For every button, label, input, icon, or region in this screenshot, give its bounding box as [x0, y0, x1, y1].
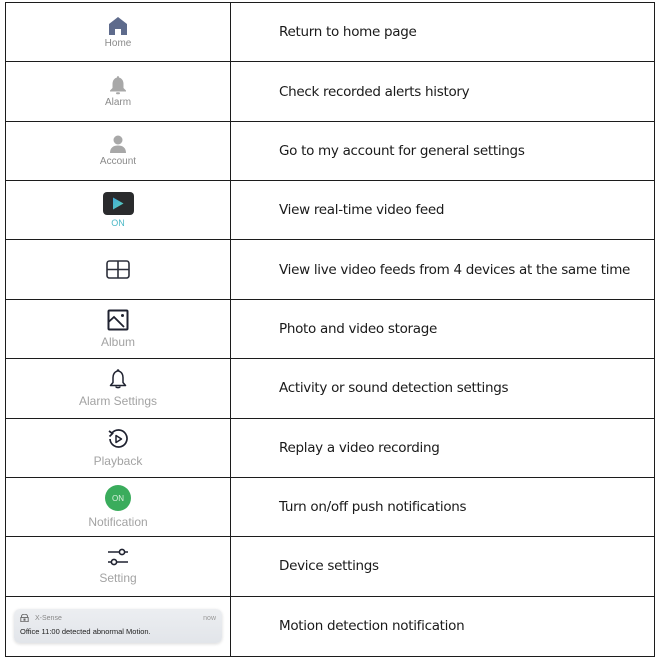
icon-cell	[6, 62, 231, 120]
app-lock-icon	[20, 614, 29, 622]
table-row	[6, 419, 654, 478]
row-description: Photo and video storage	[279, 320, 438, 337]
icon-cell	[6, 300, 231, 358]
table-row	[6, 359, 654, 418]
table-row	[6, 478, 654, 537]
live-view-button	[103, 192, 134, 215]
icon-cell	[6, 359, 231, 417]
notification-time: now	[203, 614, 216, 622]
sliders-icon	[106, 547, 130, 567]
table-row	[6, 240, 654, 299]
table-row	[6, 122, 654, 181]
account-label: Account	[99, 156, 137, 168]
icon-cell	[6, 3, 231, 61]
home-icon	[108, 16, 128, 36]
grid-four-icon	[106, 260, 130, 280]
alarm-settings-label: Alarm Settings	[78, 394, 158, 409]
row-description: Device settings	[279, 558, 379, 575]
icon-cell	[6, 537, 231, 595]
bell-outline-icon	[108, 368, 128, 390]
on-label: ON	[111, 218, 125, 229]
icon-cell	[6, 181, 231, 239]
table-row	[6, 62, 654, 121]
notification-label: Notification	[88, 515, 148, 530]
icon-legend-table	[5, 2, 655, 657]
person-icon	[108, 134, 128, 154]
image-icon	[107, 309, 129, 331]
table-row	[6, 597, 654, 656]
table-row	[6, 300, 654, 359]
row-description: Go to my account for general settings	[279, 142, 525, 159]
notification-message: Office 11:00 detected abnormal Motion.	[20, 627, 151, 637]
row-description: Return to home page	[279, 24, 417, 41]
playback-label: Playback	[93, 453, 143, 468]
row-description: Check recorded alerts history	[279, 83, 470, 100]
setting-label: Setting	[99, 571, 137, 586]
icon-cell	[6, 597, 231, 656]
bell-filled-icon	[108, 75, 128, 95]
notification-card	[14, 609, 222, 643]
row-description: View real-time video feed	[279, 202, 445, 219]
play-icon	[112, 197, 124, 210]
toggle-on-icon: ON	[105, 485, 131, 511]
icon-cell	[6, 122, 231, 180]
icon-cell	[6, 419, 231, 477]
row-description: View live video feeds from 4 devices at the same time	[279, 261, 631, 278]
icon-cell	[6, 478, 231, 536]
home-label: Home	[104, 37, 132, 49]
table-row	[6, 181, 654, 240]
table-row	[6, 3, 654, 62]
table-row	[6, 537, 654, 596]
row-description: Activity or sound detection settings	[279, 380, 509, 397]
row-description: Motion detection notification	[279, 618, 465, 635]
row-description: Replay a video recording	[279, 439, 440, 456]
album-label: Album	[100, 334, 135, 349]
replay-icon	[107, 428, 129, 450]
alarm-label: Alarm	[104, 97, 132, 109]
row-description: Turn on/off push notifications	[279, 499, 467, 516]
icon-cell	[6, 240, 231, 298]
notification-app-name: X-Sense	[35, 614, 62, 622]
